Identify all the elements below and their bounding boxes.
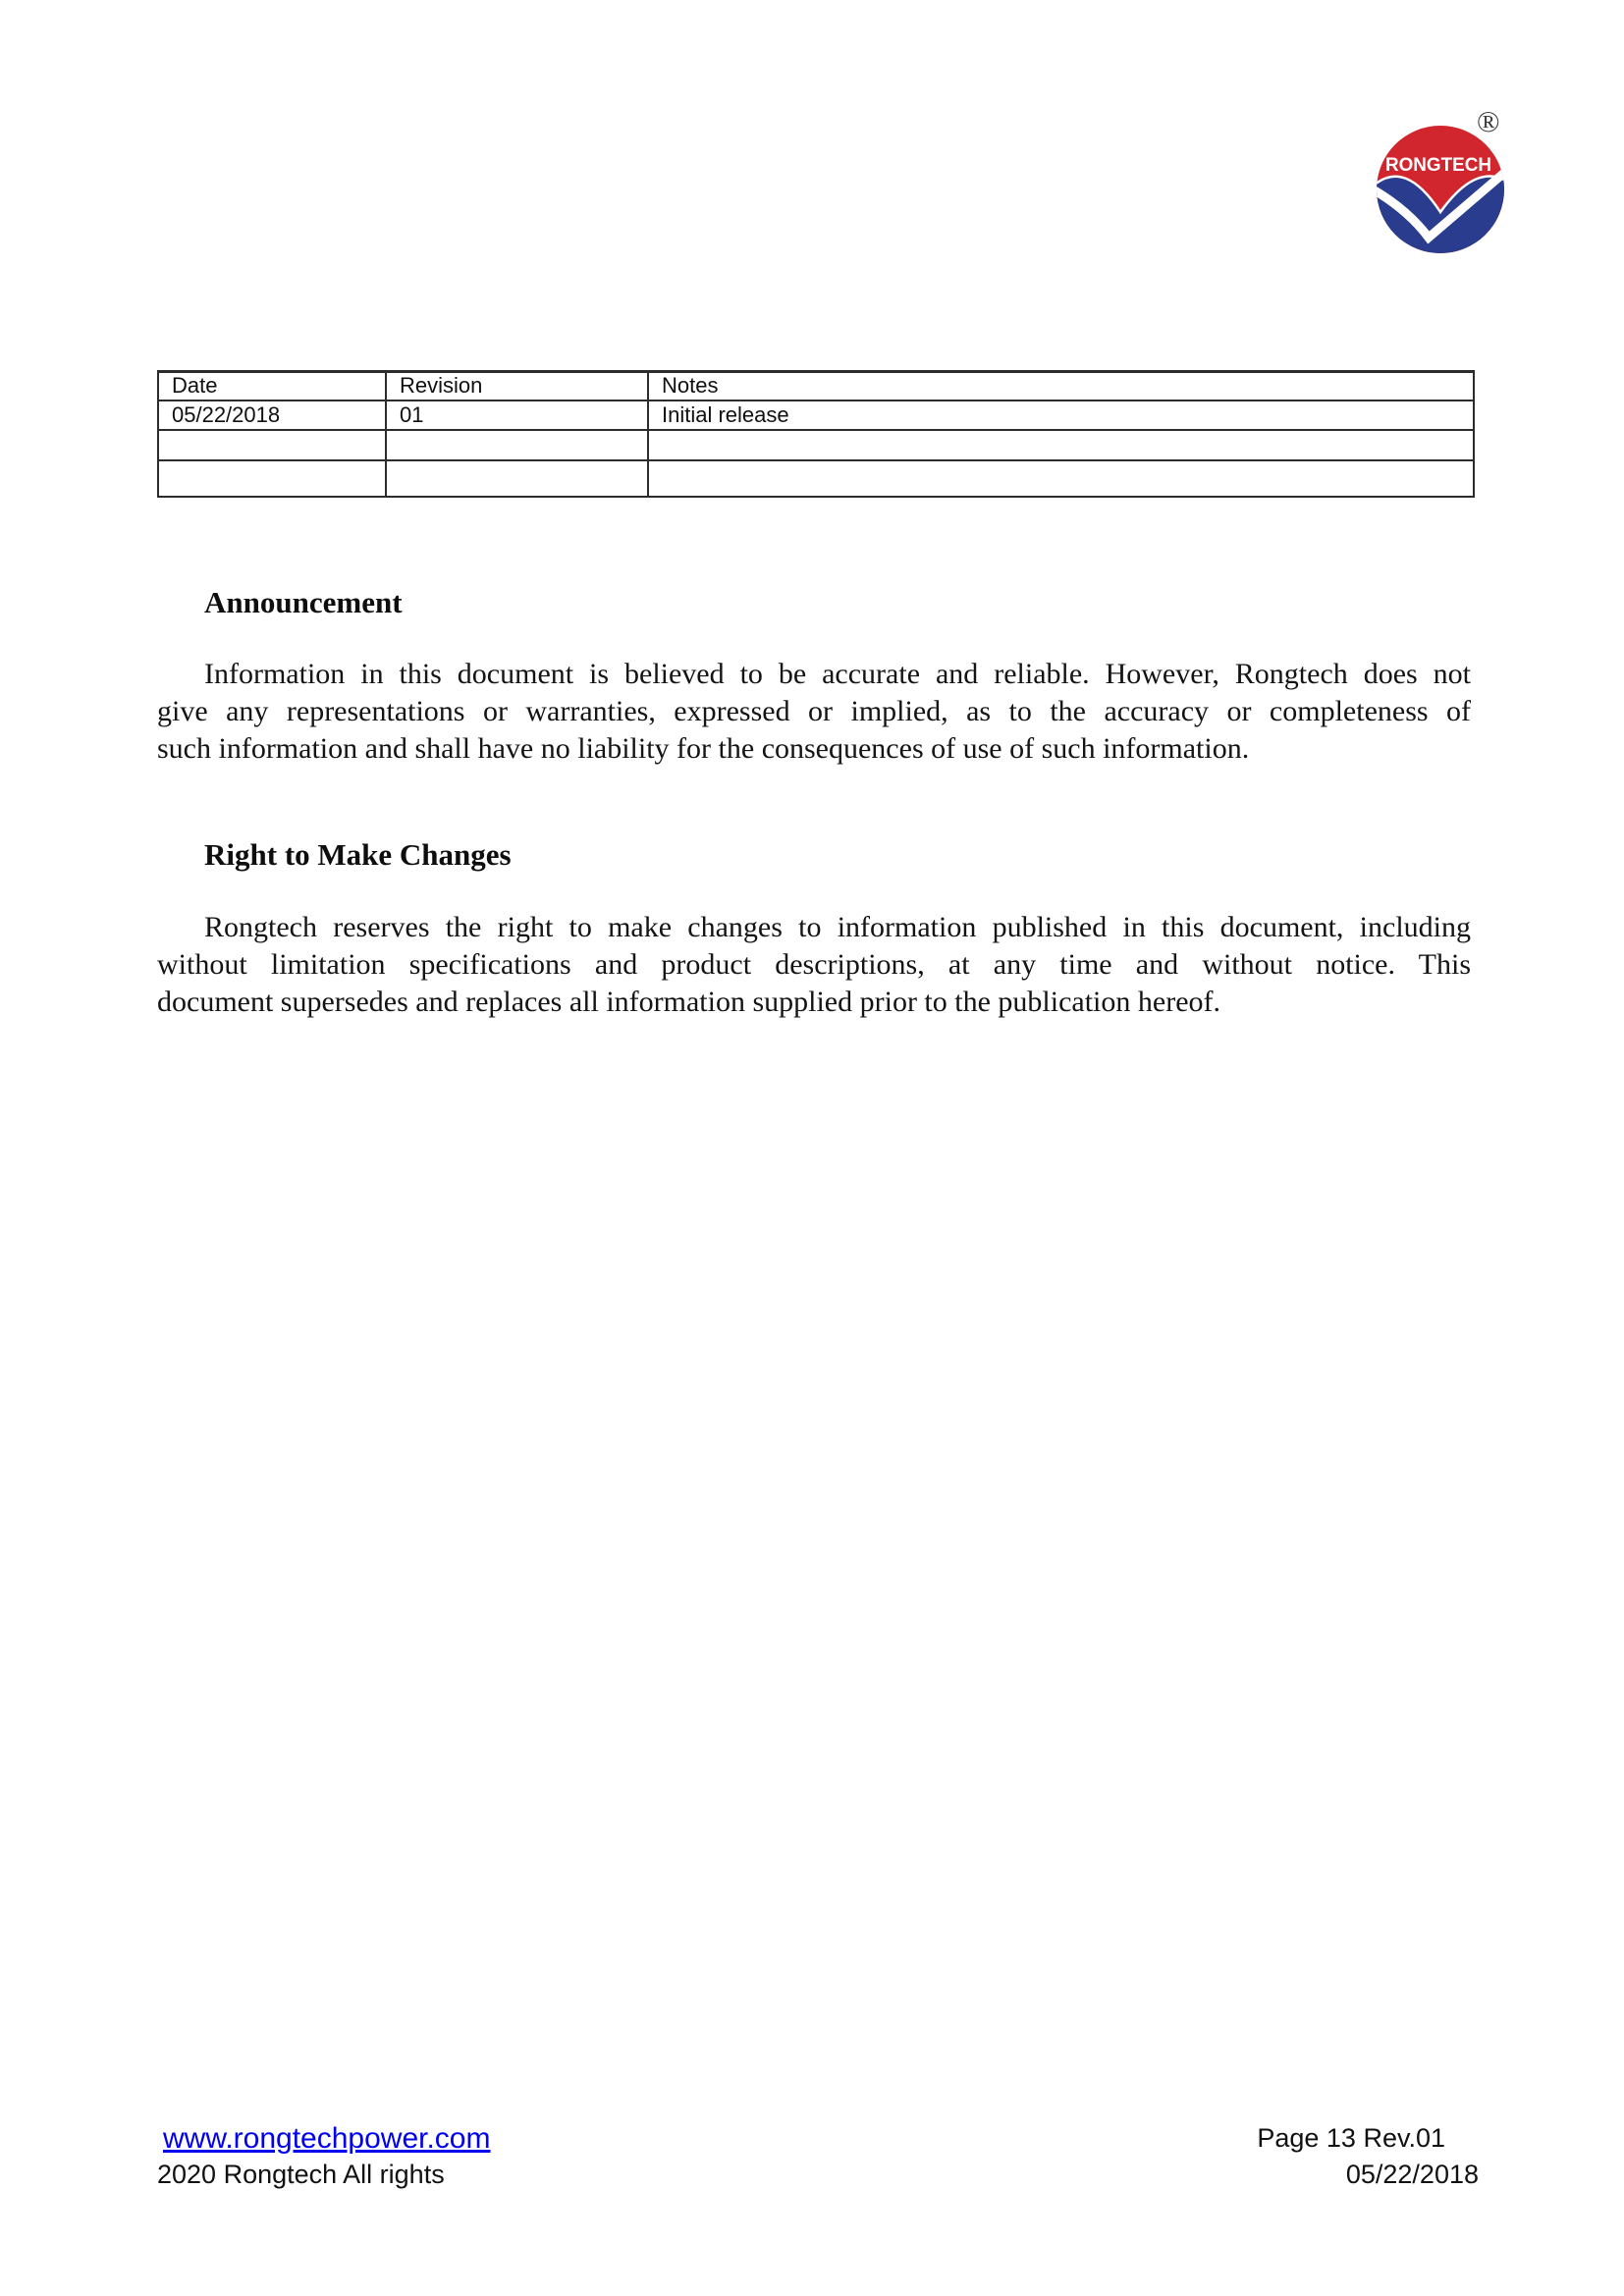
paragraph-line: Information in this document is believed to be accurate and reliable. However, Rongtech does not bbox=[204, 658, 1471, 690]
col-header-revision: Revision bbox=[386, 372, 648, 400]
col-header-notes: Notes bbox=[648, 372, 1474, 400]
table-row bbox=[158, 400, 1474, 430]
cell-notes: Initial release bbox=[648, 400, 1474, 430]
page-number-revision: Page 13 Rev.01 bbox=[1257, 2123, 1445, 2153]
paragraph-line: without limitation specifications and product descriptions, at any time and without notice. This bbox=[157, 948, 1471, 981]
cell-date: 05/22/2018 bbox=[158, 400, 386, 430]
paragraph-line: give any representations or warranties, expressed or implied, as to the accuracy or completeness of bbox=[157, 695, 1471, 727]
cell-revision: 01 bbox=[386, 400, 648, 430]
paragraph-line: such information and shall have no liability for the consequences of use of such information. bbox=[157, 732, 1250, 765]
paragraph-line: document supersedes and replaces all information supplied prior to the publication hereof. bbox=[157, 986, 1221, 1018]
table-row bbox=[158, 460, 1474, 497]
section-heading-right-to-make-changes: Right to Make Changes bbox=[204, 837, 512, 872]
col-header-date: Date bbox=[158, 372, 386, 400]
cell-notes bbox=[648, 430, 1474, 460]
table-header-row bbox=[158, 372, 1474, 400]
announcement-paragraph bbox=[157, 656, 1471, 768]
revision-history-table bbox=[157, 370, 1475, 498]
cell-revision bbox=[386, 430, 648, 460]
footer-date: 05/22/2018 bbox=[1345, 2160, 1479, 2189]
table-row bbox=[158, 430, 1474, 460]
copyright-text: 2020 Rongtech All rights bbox=[157, 2160, 445, 2189]
cell-date bbox=[158, 460, 386, 497]
paragraph-line: Rongtech reserves the right to make changes to information published in this document, including bbox=[204, 911, 1471, 943]
cell-notes bbox=[648, 460, 1474, 497]
section-heading-announcement: Announcement bbox=[204, 585, 403, 619]
cell-revision bbox=[386, 460, 648, 497]
logo-brand-text: RONGTECH bbox=[1385, 155, 1491, 176]
right-to-make-changes-paragraph bbox=[157, 909, 1471, 1021]
website-link[interactable]: www.rongtechpower.com bbox=[163, 2122, 491, 2155]
rongtech-logo bbox=[1373, 104, 1530, 267]
registered-trademark-icon: ® bbox=[1477, 104, 1500, 138]
cell-date bbox=[158, 430, 386, 460]
